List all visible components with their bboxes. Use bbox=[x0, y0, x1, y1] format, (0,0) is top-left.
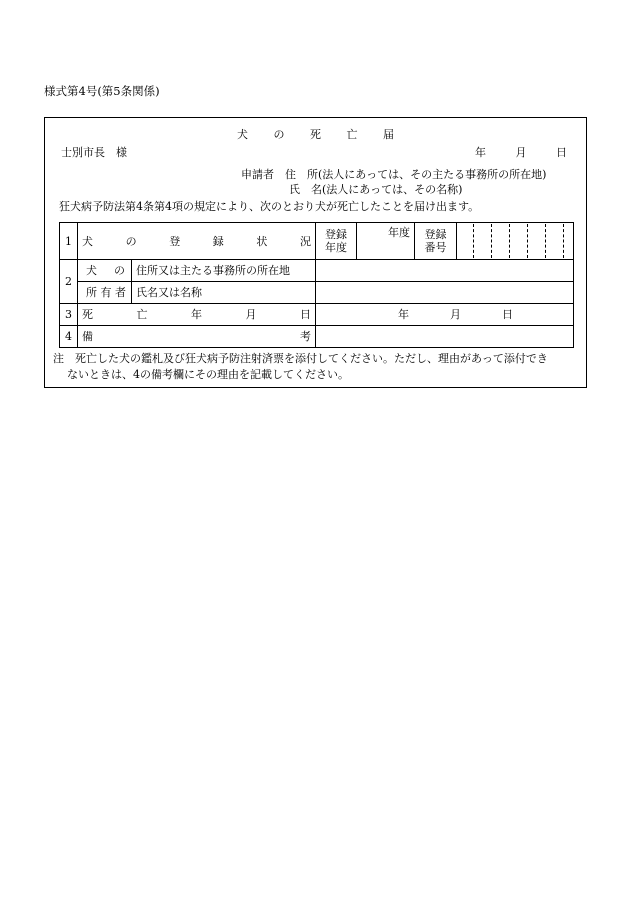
date-month-label: 月 bbox=[450, 308, 461, 321]
date-month-label: 月 bbox=[515, 146, 527, 159]
date-year-label: 年 bbox=[398, 308, 409, 321]
label-char: 犬 bbox=[82, 234, 93, 248]
digit-separator bbox=[545, 224, 546, 258]
note-line-2: ないときは、4の備考欄にその理由を記載してください。 bbox=[67, 368, 349, 381]
owner-name-label: 氏名又は名称 bbox=[132, 282, 316, 304]
label-char: 年 bbox=[191, 308, 202, 321]
title-char: 亡 bbox=[346, 128, 358, 141]
row-number: 2 bbox=[60, 260, 78, 304]
table-row bbox=[60, 304, 574, 326]
label-line: 登録 bbox=[325, 228, 347, 241]
label-char: 月 bbox=[245, 308, 257, 321]
table-row bbox=[60, 326, 574, 348]
remarks-field[interactable] bbox=[316, 326, 574, 348]
owner-address-field[interactable] bbox=[316, 260, 574, 282]
label-char: 状 bbox=[256, 234, 268, 248]
label-char: 犬 bbox=[86, 264, 97, 277]
date-day-label: 日 bbox=[502, 308, 513, 321]
registration-number-label bbox=[415, 223, 457, 260]
label-char: 日 bbox=[300, 308, 311, 321]
table-row bbox=[60, 260, 574, 282]
applicant-name-line: 氏 名(法人にあっては、その名称) bbox=[289, 183, 463, 196]
registration-year-label bbox=[316, 223, 357, 260]
digit-separator bbox=[509, 224, 510, 258]
title-char: 死 bbox=[310, 128, 321, 141]
date-header bbox=[475, 146, 567, 160]
note-line-1: 注 死亡した犬の鑑札及び狂犬病予防注射済票を添付してください。ただし、理由があって添付でき bbox=[53, 352, 548, 365]
death-date-label bbox=[78, 304, 316, 326]
title-char: の bbox=[273, 128, 285, 141]
date-year-label: 年 bbox=[475, 146, 486, 159]
table-row bbox=[60, 223, 574, 260]
death-date-field[interactable] bbox=[316, 304, 574, 326]
row-number: 3 bbox=[60, 304, 78, 326]
dog-owner-label-bottom: 所 有 者 bbox=[78, 282, 132, 304]
registration-table bbox=[59, 222, 574, 348]
owner-address-label: 住所又は主たる事務所の所在地 bbox=[132, 260, 316, 282]
form-title bbox=[45, 128, 586, 142]
digit-separator bbox=[473, 224, 474, 258]
registration-number-field[interactable] bbox=[457, 223, 574, 260]
label-char: の bbox=[114, 264, 125, 277]
addressee: 士別市長 様 bbox=[61, 146, 127, 159]
row-number: 1 bbox=[60, 223, 78, 260]
remarks-label bbox=[78, 326, 316, 348]
title-char: 届 bbox=[383, 128, 394, 141]
dog-owner-label-top bbox=[78, 260, 132, 282]
form-frame bbox=[44, 117, 587, 388]
label-char: 録 bbox=[212, 234, 224, 248]
year-suffix: 年度 bbox=[388, 226, 410, 239]
label-char: の bbox=[125, 234, 137, 248]
date-day-label: 日 bbox=[556, 146, 567, 159]
form-number: 様式第4号(第5条関係) bbox=[44, 84, 160, 98]
digit-separator bbox=[527, 224, 528, 258]
label-char: 況 bbox=[299, 234, 311, 248]
label-char: 死 bbox=[82, 308, 93, 321]
table-row bbox=[60, 282, 574, 304]
label-line: 番号 bbox=[424, 241, 447, 254]
dog-registration-status-label bbox=[78, 223, 316, 260]
row-number: 4 bbox=[60, 326, 78, 348]
title-char: 犬 bbox=[237, 128, 248, 141]
label-char: 亡 bbox=[136, 308, 148, 321]
owner-name-field[interactable] bbox=[316, 282, 574, 304]
digit-separator bbox=[563, 224, 564, 258]
declaration-text: 狂犬病予防法第4条第4項の規定により、次のとおり犬が死亡したことを届け出ます。 bbox=[59, 200, 480, 213]
applicant-address-line: 申請者 住 所(法人にあっては、その主たる事務所の所在地) bbox=[241, 168, 547, 181]
label-line: 登録 bbox=[424, 228, 447, 241]
label-char: 登 bbox=[169, 234, 181, 248]
label-line: 年度 bbox=[325, 241, 347, 254]
label-char: 備 bbox=[82, 330, 93, 343]
registration-year-field[interactable] bbox=[357, 223, 415, 260]
digit-separator bbox=[491, 224, 492, 258]
label-char: 考 bbox=[300, 330, 311, 343]
